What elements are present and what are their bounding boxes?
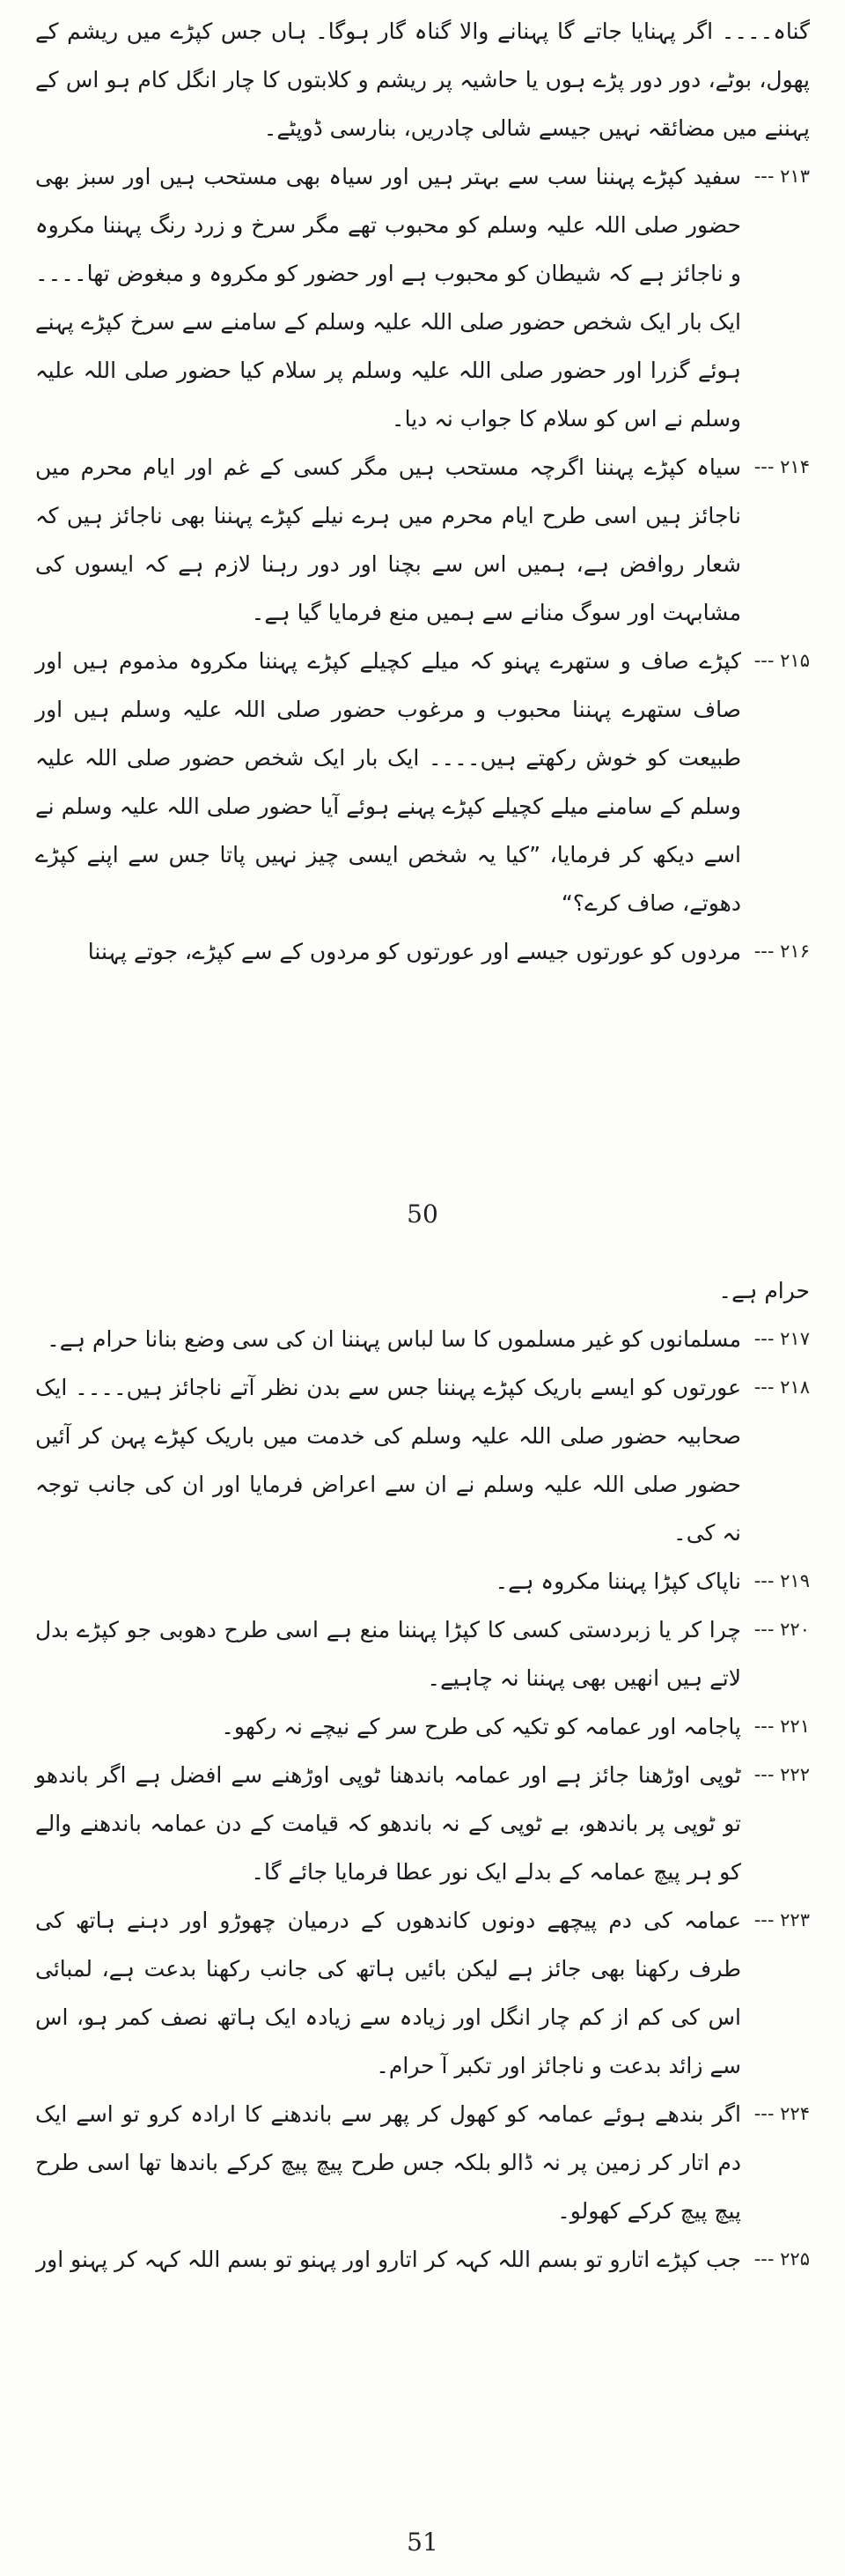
entry-number: ۲۱۳ --- xyxy=(753,166,810,187)
text-column xyxy=(35,7,810,976)
entry-text: مسلمانوں کو غیر مسلموں کا سا لباس پہننا ان کی سی وضع بنانا حرام ہے۔ xyxy=(47,1326,741,1352)
entry-221 xyxy=(35,1702,810,1751)
entry-text: ناپاک کپڑا پہننا مکروہ ہے۔ xyxy=(495,1568,741,1594)
entry-224 xyxy=(35,2090,810,2235)
entry-222 xyxy=(35,1751,810,1896)
page-number: 50 xyxy=(407,1199,438,1229)
entry-214 xyxy=(35,443,810,637)
continuation-paragraph: حرام ہے۔ xyxy=(718,1278,810,1303)
entry-number: ۲۲۰ --- xyxy=(753,1619,810,1640)
entry-number: ۲۱۵ --- xyxy=(753,650,810,671)
entry-219 xyxy=(35,1557,810,1605)
entry-number: ۲۲۱ --- xyxy=(753,1716,810,1737)
entry-number: ۲۱۶ --- xyxy=(753,941,810,962)
entry-number: ۲۲۵ --- xyxy=(753,2248,810,2270)
continuation-paragraph: گناہ۔۔۔۔ اگر پہنایا جاتے گا پہنانے والا گناہ گار ہوگا۔ ہاں جس کپڑے میں ریشم کے پھول، بوٹے، دور دور پڑے ہوں یا حاشیہ پر ریشم و کلابتوں کا چار انگل کام ہو اس کے پہننے میں مضائقہ نہیں جیسے شالی چادریں، بنارسی ڈوپٹے۔ xyxy=(35,18,810,141)
entry-218 xyxy=(35,1363,810,1557)
entry-number: ۲۲۳ --- xyxy=(753,1909,810,1930)
text-column xyxy=(35,1266,810,2284)
entry-217 xyxy=(35,1315,810,1363)
entry-216 xyxy=(35,927,810,976)
entry-text: جب کپڑے اتارو تو بسم اللہ کہہ کر اتارو اور پہنو تو بسم اللہ کہہ کر پہنو اور xyxy=(36,2247,741,2272)
entry-223 xyxy=(35,1896,810,2090)
entry-text: چرا کر یا زبردستی کسی کا کپڑا پہننا منع ہے اسی طرح دھوبی جو کپڑے بدل لاتے ہیں انھیں بھی پہننا نہ چاہیے۔ xyxy=(35,1617,741,1691)
entry-text: عمامہ کی دم پیچھے دونوں کاندھوں کے درمیان چھوڑو اور دہنے ہاتھ کی طرف رکھنا بھی جائز ہے لیکن بائیں ہاتھ کی جانب رکھنا بدعت ہے، لمبائی اس کی کم از کم چار انگل اور زیادہ سے زیادہ ایک ہاتھ نصف کمر ہو، اس سے زائد بدعت و ناجائز اور تکبر آ حرام۔ xyxy=(35,1908,741,2078)
entry-text: مردوں کو عورتوں جیسے اور عورتوں کو مردوں کے سے کپڑے، جوتے پہننا xyxy=(87,939,741,964)
entry-text: اگر بندھے ہوئے عمامہ کو کھول کر پھر سے باندھنے کا ارادہ کرو تو اسے ایک دم اتار کر زمین پر نہ ڈالو بلکہ جس طرح پیچ پیچ کرکے باندھا تھا اسی طرح پیچ پیچ کرکے کھولو۔ xyxy=(35,2101,741,2224)
entry-225 xyxy=(35,2235,810,2284)
entry-text: کپڑے صاف و ستھرے پہنو کہ میلے کچیلے کپڑے پہننا مکروہ مذموم ہیں اور صاف ستھرے پہننا محبوب و مرغوب حضور صلی اللہ علیہ وسلم ہیں اور طبیعت کو خوش رکھتے ہیں۔۔۔۔ ایک بار ایک شخص حضور صلی اللہ علیہ وسلم کے سامنے میلے کچیلے کپڑے پہنے ہوئے آیا حضور صلی اللہ علیہ وسلم نے اسے دیکھ کر فرمایا، ”کیا یہ شخص ایسی چیز نہیں پاتا جس سے اپنے کپڑے دھوتے، صاف کرے؟“ xyxy=(35,648,741,916)
entry-text: سفید کپڑے پہننا سب سے بہتر ہیں اور سیاہ بھی مستحب ہیں اور سبز بھی حضور صلی اللہ علیہ وسلم کو محبوب تھے مگر سرخ و زرد رنگ پہننا مکروہ و ناجائز ہے کہ شیطان کو محبوب ہے اور حضور کو مکروہ و مبغوض تھا۔۔۔۔ ایک بار ایک شخص حضور صلی اللہ علیہ وسلم کے سامنے سے سرخ کپڑے پہنے ہوئے گزرا اور حضور صلی اللہ علیہ وسلم پر سلام کیا حضور صلی اللہ علیہ وسلم نے اس کو سلام کا جواب نہ دیا۔ xyxy=(35,164,741,432)
entry-text: پاجامہ اور عمامہ کو تکیہ کی طرح سر کے نیچے نہ رکھو۔ xyxy=(221,1714,741,1739)
entry-213 xyxy=(35,152,810,443)
page-number: 51 xyxy=(407,2528,438,2557)
entry-text: سیاہ کپڑے پہننا اگرچہ مستحب ہیں مگر کسی کے غم اور ایام محرم میں ناجائز ہیں اسی طرح ایام محرم میں ہرے نیلے کپڑے پہننا بھی ناجائز ہیں کہ شعار روافض ہے، ہمیں اس سے بچنا اور دور رہنا لازم ہے کہ ایسوں کی مشابہت اور سوگ منانے سے ہمیں منع فرمایا گیا ہے۔ xyxy=(35,454,741,625)
entry-number: ۲۲۴ --- xyxy=(753,2103,810,2124)
entry-215 xyxy=(35,637,810,927)
entry-number: ۲۱۴ --- xyxy=(753,456,810,477)
entry-220 xyxy=(35,1605,810,1702)
entry-number: ۲۱۸ --- xyxy=(753,1377,810,1398)
entry-number: ۲۱۹ --- xyxy=(753,1570,810,1591)
entry-number: ۲۲۲ --- xyxy=(753,1764,810,1785)
page-50 xyxy=(0,0,845,1251)
page-51 xyxy=(0,1251,845,2576)
entry-text: ٹوپی اوڑھنا جائز ہے اور عمامہ باندھنا ٹوپی اوڑھنے سے افضل ہے اگر باندھو تو ٹوپی پر باندھو، بے ٹوپی کے نہ باندھو کہ قیامت کے دن عمامہ باندھنے والے کو ہر پیچ عمامہ کے بدلے ایک نور عطا فرمایا جائے گا۔ xyxy=(35,1762,741,1885)
entry-text: عورتوں کو ایسے باریک کپڑے پہننا جس سے بدن نظر آتے ناجائز ہیں۔۔۔۔ ایک صحابیہ حضور صلی اللہ علیہ وسلم کی خدمت میں باریک کپڑے پہن کر آئیں حضور صلی اللہ علیہ وسلم نے ان سے اعراض فرمایا اور ان کی جانب توجہ نہ کی۔ xyxy=(35,1375,741,1546)
entry-number: ۲۱۷ --- xyxy=(753,1328,810,1349)
